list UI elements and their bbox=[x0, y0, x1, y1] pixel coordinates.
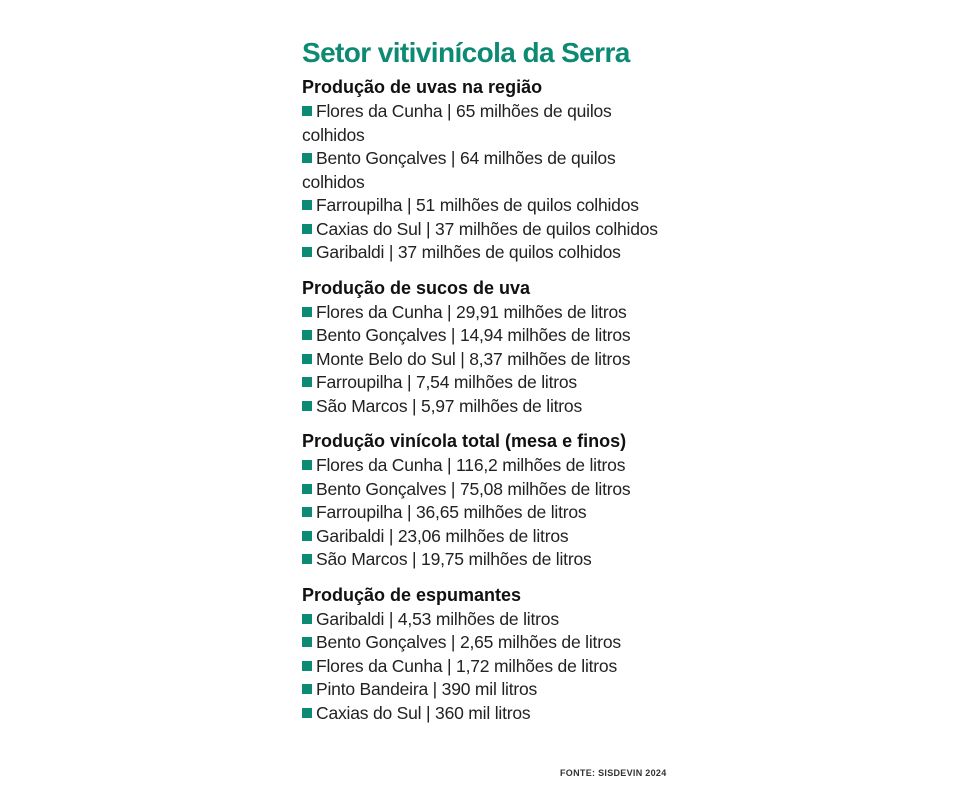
square-bullet-icon bbox=[302, 330, 312, 340]
list-item bbox=[302, 454, 662, 478]
square-bullet-icon bbox=[302, 247, 312, 257]
list-item-text: Flores da Cunha | 1,72 milhões de litros bbox=[316, 655, 618, 676]
list-item bbox=[302, 301, 662, 325]
square-bullet-icon bbox=[302, 484, 312, 494]
infographic-title: Setor vitivinícola da Serra bbox=[302, 37, 630, 68]
section-wine-total bbox=[302, 430, 692, 572]
list-item bbox=[302, 548, 662, 572]
square-bullet-icon bbox=[302, 507, 312, 517]
list-item-text: Bento Gonçalves | 64 milhões de quilos colhidos bbox=[302, 148, 616, 192]
list-item-text: Farroupilha | 7,54 milhões de litros bbox=[316, 372, 577, 392]
square-bullet-icon bbox=[302, 377, 312, 387]
list-item bbox=[302, 678, 662, 702]
section-sparkling bbox=[302, 584, 692, 726]
list-item-text: Monte Belo do Sul | 8,37 milhões de litros bbox=[316, 348, 631, 369]
section-grapes bbox=[302, 76, 692, 265]
list-item-text: Bento Gonçalves | 14,94 milhões de litros bbox=[316, 325, 631, 345]
list-item-text: Caxias do Sul | 37 milhões de quilos colhidos bbox=[316, 218, 658, 239]
section-title: Produção vinícola total (mesa e finos) bbox=[302, 431, 627, 451]
list-item-text: São Marcos | 5,97 milhões de litros bbox=[316, 395, 583, 416]
square-bullet-icon bbox=[302, 684, 312, 694]
square-bullet-icon bbox=[302, 637, 312, 647]
list-item bbox=[302, 218, 662, 242]
list-item-text: Garibaldi | 37 milhões de quilos colhidos bbox=[316, 242, 621, 262]
list-item bbox=[302, 608, 662, 632]
list-item-text: Flores da Cunha | 29,91 milhões de litros bbox=[316, 301, 627, 322]
list-item-text: Flores da Cunha | 65 milhões de quilos colhidos bbox=[302, 101, 612, 145]
list-item-text: Caxias do Sul | 360 mil litros bbox=[316, 702, 531, 723]
source-credit: FONTE: SISDEVIN 2024 bbox=[560, 768, 667, 778]
infographic-panel bbox=[302, 36, 692, 737]
list-item-text: Garibaldi | 4,53 milhões de litros bbox=[316, 608, 559, 629]
square-bullet-icon bbox=[302, 708, 312, 718]
list-item bbox=[302, 478, 662, 502]
section-title: Produção de espumantes bbox=[302, 584, 522, 605]
list-item bbox=[302, 348, 662, 372]
list-item bbox=[302, 324, 662, 348]
list-item-text: São Marcos | 19,75 milhões de litros bbox=[316, 549, 592, 569]
list-item-text: Bento Gonçalves | 2,65 milhões de litros bbox=[316, 632, 621, 652]
square-bullet-icon bbox=[302, 661, 312, 671]
list-item bbox=[302, 655, 662, 679]
list-item bbox=[302, 371, 662, 395]
square-bullet-icon bbox=[302, 614, 312, 624]
square-bullet-icon bbox=[302, 460, 312, 470]
square-bullet-icon bbox=[302, 531, 312, 541]
list-item-text: Flores da Cunha | 116,2 milhões de litros bbox=[316, 455, 626, 475]
list-item-text: Pinto Bandeira | 390 mil litros bbox=[316, 679, 538, 699]
square-bullet-icon bbox=[302, 354, 312, 364]
list-item bbox=[302, 501, 662, 525]
section-juices bbox=[302, 277, 692, 419]
list-item bbox=[302, 525, 662, 549]
section-title: Produção de sucos de uva bbox=[302, 277, 531, 298]
section-title: Produção de uvas na região bbox=[302, 77, 543, 97]
list-item-text: Bento Gonçalves | 75,08 milhões de litros bbox=[316, 478, 631, 499]
list-item bbox=[302, 395, 662, 419]
list-item-text: Garibaldi | 23,06 milhões de litros bbox=[316, 525, 569, 546]
square-bullet-icon bbox=[302, 106, 312, 116]
list-item bbox=[302, 147, 662, 194]
list-item bbox=[302, 631, 662, 655]
square-bullet-icon bbox=[302, 307, 312, 317]
square-bullet-icon bbox=[302, 200, 312, 210]
list-item-text: Farroupilha | 36,65 milhões de litros bbox=[316, 502, 587, 522]
square-bullet-icon bbox=[302, 554, 312, 564]
list-item bbox=[302, 702, 662, 726]
list-item-text: Farroupilha | 51 milhões de quilos colhidos bbox=[316, 195, 639, 215]
list-item bbox=[302, 241, 662, 265]
square-bullet-icon bbox=[302, 224, 312, 234]
list-item bbox=[302, 100, 662, 147]
list-item bbox=[302, 194, 662, 218]
square-bullet-icon bbox=[302, 153, 312, 163]
square-bullet-icon bbox=[302, 401, 312, 411]
